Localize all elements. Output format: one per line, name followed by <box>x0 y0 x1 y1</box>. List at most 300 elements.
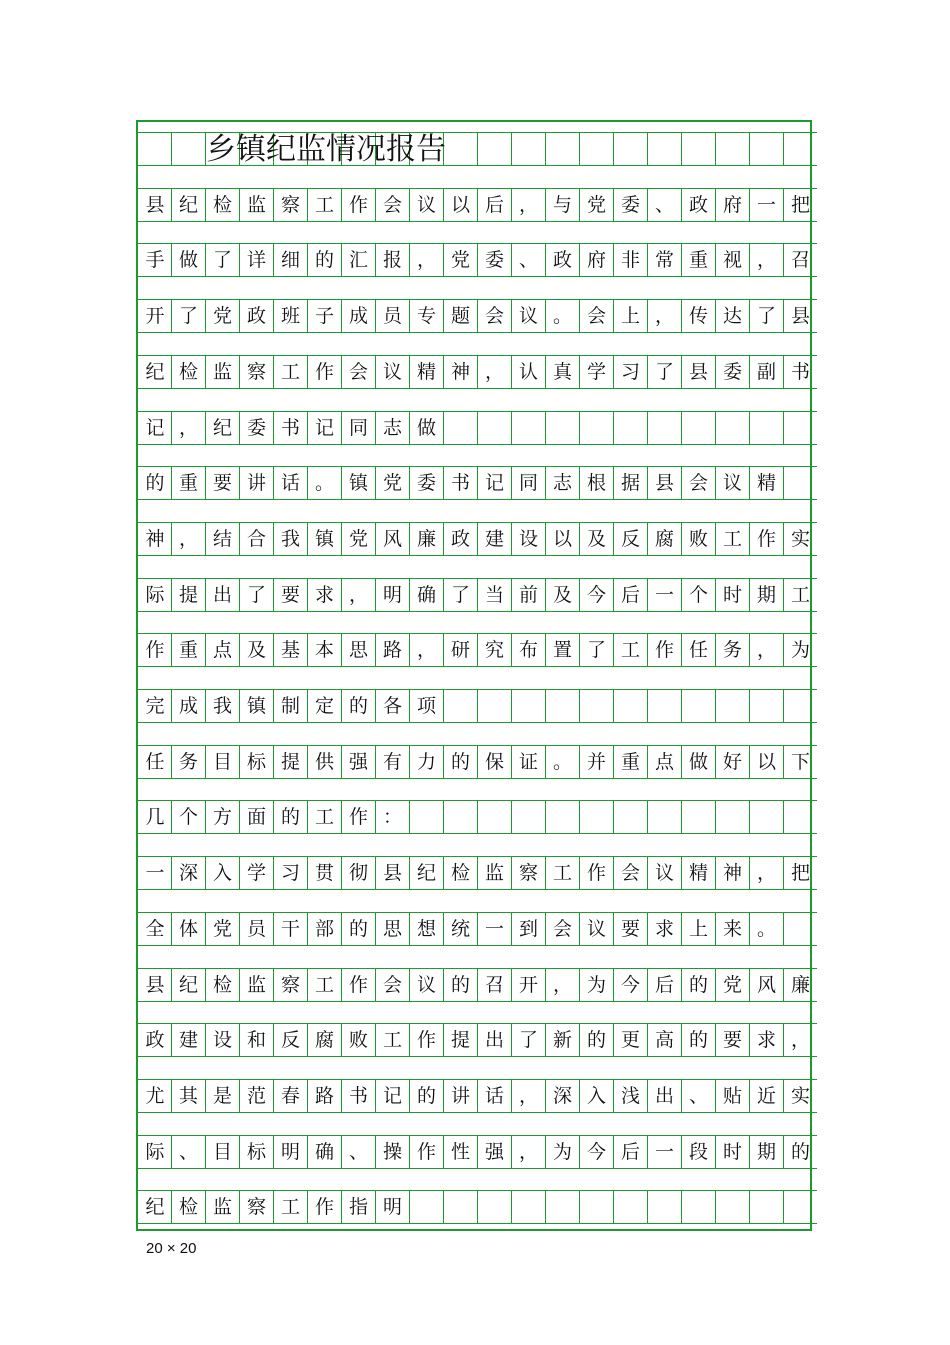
grid-cell: 议 <box>511 299 545 333</box>
grid-cell: 一 <box>647 1135 681 1169</box>
grid-cell <box>171 132 205 166</box>
grid-cell: 个 <box>171 800 205 834</box>
grid-cell: 和 <box>239 1023 273 1057</box>
grid-cell: 神 <box>138 522 172 556</box>
grid-cell: 为 <box>579 968 613 1002</box>
grid-cell: 了 <box>579 633 613 667</box>
grid-cell: 书 <box>273 411 307 445</box>
grid-cell <box>749 1190 783 1224</box>
grid-cell <box>749 800 783 834</box>
grid-cell <box>715 800 749 834</box>
grid-cell: 详 <box>239 243 273 277</box>
grid-cell: 记 <box>307 411 341 445</box>
grid-cell: 检 <box>443 856 477 890</box>
grid-cell: 提 <box>273 745 307 779</box>
grid-cell: 与 <box>545 188 579 222</box>
grid-cell: 学 <box>239 856 273 890</box>
grid-cell: 作 <box>341 800 375 834</box>
grid-cell: ， <box>511 188 545 222</box>
grid-cell <box>545 1190 579 1224</box>
grid-cell: 深 <box>171 856 205 890</box>
grid-cell: 委 <box>239 411 273 445</box>
grid-cell <box>579 800 613 834</box>
grid-cell: 、 <box>681 1079 715 1113</box>
grid-cell: 学 <box>579 355 613 389</box>
grid-cell: 的 <box>341 689 375 723</box>
grid-cell: 检 <box>171 355 205 389</box>
grid-cell: ， <box>783 1023 817 1057</box>
grid-cell: 工 <box>783 578 817 612</box>
grid-cell: 记 <box>138 411 172 445</box>
grid-cell: 会 <box>477 299 511 333</box>
grid-cell <box>647 411 681 445</box>
grid-cell: 议 <box>647 856 681 890</box>
grid-cell: 的 <box>138 466 172 500</box>
grid-cell: 风 <box>749 968 783 1002</box>
grid-cell: 时 <box>715 1135 749 1169</box>
grid-cell: 。 <box>545 745 579 779</box>
grid-cell: 镇 <box>307 522 341 556</box>
grid-cell <box>681 132 715 166</box>
grid-cell: 了 <box>443 578 477 612</box>
grid-cell: 建 <box>171 1023 205 1057</box>
grid-cell <box>579 689 613 723</box>
grid-cell: 标 <box>239 745 273 779</box>
grid-cell: 作 <box>409 1135 443 1169</box>
grid-cell: 求 <box>307 578 341 612</box>
grid-cell: 更 <box>613 1023 647 1057</box>
grid-cell: 上 <box>681 912 715 946</box>
grid-cell: 实 <box>783 1079 817 1113</box>
grid-cell <box>783 800 817 834</box>
grid-cell: 反 <box>613 522 647 556</box>
grid-cell <box>579 1190 613 1224</box>
grid-cell: 的 <box>443 745 477 779</box>
grid-cell: 务 <box>171 745 205 779</box>
grid-cell: 工 <box>273 1190 307 1224</box>
text-line-row <box>138 856 814 890</box>
grid-cell: 神 <box>443 355 477 389</box>
text-line-row <box>138 745 814 779</box>
grid-cell <box>579 132 613 166</box>
grid-cell: 政 <box>239 299 273 333</box>
grid-cell: 时 <box>715 578 749 612</box>
grid-cell <box>613 132 647 166</box>
grid-cell: 证 <box>511 745 545 779</box>
grid-cell: 汇 <box>341 243 375 277</box>
grid-cell: 县 <box>681 355 715 389</box>
grid-cell: 议 <box>715 466 749 500</box>
grid-cell: 一 <box>647 578 681 612</box>
grid-cell: 讲 <box>239 466 273 500</box>
grid-cell: 员 <box>239 912 273 946</box>
grid-cell: 重 <box>171 466 205 500</box>
grid-cell <box>783 132 817 166</box>
grid-cell: 面 <box>239 800 273 834</box>
grid-cell: 务 <box>715 633 749 667</box>
grid-cell <box>681 1190 715 1224</box>
grid-cell: 腐 <box>647 522 681 556</box>
grid-cell: 入 <box>205 856 239 890</box>
grid-cell: 会 <box>613 856 647 890</box>
grid-cell: 设 <box>205 1023 239 1057</box>
grid-cell: 视 <box>715 243 749 277</box>
grid-cell: 党 <box>375 466 409 500</box>
grid-cell: 前 <box>511 578 545 612</box>
grid-cell <box>783 466 817 500</box>
grid-cell: 县 <box>375 856 409 890</box>
grid-cell: 精 <box>681 856 715 890</box>
grid-cell: 党 <box>205 299 239 333</box>
grid-cell <box>783 1190 817 1224</box>
grid-cell <box>579 411 613 445</box>
grid-cell <box>477 800 511 834</box>
grid-cell <box>715 411 749 445</box>
grid-cell: 精 <box>409 355 443 389</box>
text-line-row <box>138 633 814 667</box>
grid-cell: 各 <box>375 689 409 723</box>
grid-cell <box>545 689 579 723</box>
grid-cell <box>715 689 749 723</box>
grid-cell: 做 <box>171 243 205 277</box>
grid-cell: 及 <box>579 522 613 556</box>
grid-cell: ， <box>511 1135 545 1169</box>
grid-cell: 工 <box>715 522 749 556</box>
grid-cell: 全 <box>138 912 172 946</box>
grid-cell: 一 <box>138 856 172 890</box>
grid-cell: 点 <box>647 745 681 779</box>
grid-cell: 思 <box>341 633 375 667</box>
grid-cell: ， <box>749 243 783 277</box>
grid-cell: ， <box>545 968 579 1002</box>
grid-cell: 反 <box>273 1023 307 1057</box>
text-line-row <box>138 578 814 612</box>
text-line-row <box>138 522 814 556</box>
grid-cell: 会 <box>681 466 715 500</box>
grid-cell: 监 <box>239 968 273 1002</box>
grid-cell: 府 <box>715 188 749 222</box>
grid-cell: 为 <box>545 1135 579 1169</box>
text-line-row <box>138 1135 814 1169</box>
grid-cell: 工 <box>545 856 579 890</box>
grid-cell: 好 <box>715 745 749 779</box>
grid-cell <box>545 800 579 834</box>
grid-cell: 方 <box>205 800 239 834</box>
grid-cell: 成 <box>341 299 375 333</box>
grid-cell: 会 <box>579 299 613 333</box>
grid-cell: 子 <box>307 299 341 333</box>
grid-cell: 党 <box>579 188 613 222</box>
grid-cell: 的 <box>443 968 477 1002</box>
grid-cell: 工 <box>307 800 341 834</box>
grid-cell: 会 <box>545 912 579 946</box>
grid-cell: 纪 <box>138 355 172 389</box>
grid-cell: 工 <box>613 633 647 667</box>
grid-cell <box>783 912 817 946</box>
grid-cell: 结 <box>205 522 239 556</box>
grid-cell: 检 <box>205 968 239 1002</box>
document-title: 乡镇纪监情况报告 <box>206 132 446 167</box>
grid-cell: 提 <box>171 578 205 612</box>
grid-cell: 作 <box>307 355 341 389</box>
grid-cell: 重 <box>613 745 647 779</box>
grid-cell <box>477 1190 511 1224</box>
grid-size-label: 20 × 20 <box>146 1240 197 1257</box>
grid-cell: 检 <box>171 1190 205 1224</box>
grid-cell: 体 <box>171 912 205 946</box>
grid-cell: 做 <box>409 411 443 445</box>
grid-cell: 并 <box>579 745 613 779</box>
grid-cell: 出 <box>205 578 239 612</box>
grid-cell <box>613 411 647 445</box>
grid-cell <box>715 1190 749 1224</box>
grid-cell: 政 <box>545 243 579 277</box>
grid-cell: 际 <box>138 578 172 612</box>
grid-cell: 力 <box>409 745 443 779</box>
grid-cell: 召 <box>477 968 511 1002</box>
grid-cell <box>681 800 715 834</box>
grid-cell: 神 <box>715 856 749 890</box>
grid-cell: 工 <box>307 188 341 222</box>
text-line-row <box>138 1079 814 1113</box>
grid-cell: 标 <box>239 1135 273 1169</box>
grid-cell: 建 <box>477 522 511 556</box>
grid-cell: 的 <box>579 1023 613 1057</box>
grid-cell: 部 <box>307 912 341 946</box>
grid-cell: 定 <box>307 689 341 723</box>
grid-cell: 政 <box>138 1023 172 1057</box>
grid-cell: 制 <box>273 689 307 723</box>
grid-cell: 确 <box>409 578 443 612</box>
grid-cell <box>477 411 511 445</box>
grid-cell: 根 <box>579 466 613 500</box>
grid-cell: 任 <box>681 633 715 667</box>
grid-cell: 设 <box>511 522 545 556</box>
grid-cell: 廉 <box>783 968 817 1002</box>
grid-cell <box>715 132 749 166</box>
grid-cell: 作 <box>647 633 681 667</box>
grid-cell <box>783 689 817 723</box>
grid-cell: 开 <box>138 299 172 333</box>
grid-cell: ， <box>171 522 205 556</box>
grid-cell: 几 <box>138 800 172 834</box>
grid-cell <box>681 689 715 723</box>
grid-cell: 议 <box>409 968 443 1002</box>
grid-cell <box>783 411 817 445</box>
grid-cell: 任 <box>138 745 172 779</box>
text-line-row <box>138 243 814 277</box>
grid-cell: 工 <box>273 355 307 389</box>
grid-cell: ， <box>511 1079 545 1113</box>
grid-cell <box>647 800 681 834</box>
grid-cell: 会 <box>341 355 375 389</box>
grid-cell: 话 <box>477 1079 511 1113</box>
grid-cell: ， <box>409 633 443 667</box>
grid-cell: 段 <box>681 1135 715 1169</box>
grid-cell <box>138 132 172 166</box>
grid-cell: 纪 <box>138 1190 172 1224</box>
grid-cell: 记 <box>477 466 511 500</box>
grid-cell: 贯 <box>307 856 341 890</box>
grid-cell <box>749 689 783 723</box>
grid-cell: 议 <box>579 912 613 946</box>
grid-cell: 要 <box>715 1023 749 1057</box>
grid-cell: 有 <box>375 745 409 779</box>
grid-cell: 的 <box>307 243 341 277</box>
grid-cell: 工 <box>307 968 341 1002</box>
grid-cell: 成 <box>171 689 205 723</box>
grid-cell: 统 <box>443 912 477 946</box>
grid-cell: 镇 <box>239 689 273 723</box>
grid-cell: 及 <box>239 633 273 667</box>
grid-cell: 县 <box>138 188 172 222</box>
manuscript-grid-sheet <box>136 120 812 1231</box>
grid-cell: 究 <box>477 633 511 667</box>
grid-cell: 监 <box>239 188 273 222</box>
grid-cell: 书 <box>341 1079 375 1113</box>
grid-cell: 出 <box>647 1079 681 1113</box>
grid-cell: 作 <box>341 968 375 1002</box>
grid-cell: 求 <box>647 912 681 946</box>
grid-cell: 作 <box>579 856 613 890</box>
grid-cell: 路 <box>307 1079 341 1113</box>
grid-cell: 常 <box>647 243 681 277</box>
text-line-row <box>138 1023 814 1057</box>
grid-cell <box>749 132 783 166</box>
grid-cell: 真 <box>545 355 579 389</box>
grid-cell: 新 <box>545 1023 579 1057</box>
grid-cell: 确 <box>307 1135 341 1169</box>
grid-cell: 监 <box>477 856 511 890</box>
grid-cell: 今 <box>613 968 647 1002</box>
grid-cell: 布 <box>511 633 545 667</box>
grid-cell: 纪 <box>171 968 205 1002</box>
grid-cell: 保 <box>477 745 511 779</box>
grid-cell: 工 <box>375 1023 409 1057</box>
grid-cell: 供 <box>307 745 341 779</box>
grid-cell: 尤 <box>138 1079 172 1113</box>
grid-cell: 。 <box>749 912 783 946</box>
grid-cell: 、 <box>647 188 681 222</box>
grid-cell: 性 <box>443 1135 477 1169</box>
grid-cell: 本 <box>307 633 341 667</box>
grid-cell: 委 <box>715 355 749 389</box>
grid-cell: 副 <box>749 355 783 389</box>
grid-cell: 书 <box>443 466 477 500</box>
grid-cell: ， <box>171 411 205 445</box>
grid-cell: 精 <box>749 466 783 500</box>
grid-cell: 上 <box>613 299 647 333</box>
grid-cell: 后 <box>647 968 681 1002</box>
text-line-row <box>138 411 814 445</box>
grid-cell: 出 <box>477 1023 511 1057</box>
grid-cell <box>511 689 545 723</box>
grid-cell: 开 <box>511 968 545 1002</box>
grid-cell: 、 <box>511 243 545 277</box>
grid-cell: 镇 <box>341 466 375 500</box>
grid-cell: 及 <box>545 578 579 612</box>
grid-cell <box>511 1190 545 1224</box>
grid-cell: 细 <box>273 243 307 277</box>
grid-cell: 把 <box>783 856 817 890</box>
grid-cell: 党 <box>341 522 375 556</box>
grid-cell <box>511 800 545 834</box>
grid-cell: 的 <box>681 968 715 1002</box>
grid-cell <box>647 1190 681 1224</box>
grid-cell: 以 <box>545 522 579 556</box>
grid-cell: 了 <box>205 243 239 277</box>
grid-cell: 话 <box>273 466 307 500</box>
grid-cell: 监 <box>205 355 239 389</box>
grid-cell: 讲 <box>443 1079 477 1113</box>
grid-cell: 县 <box>138 968 172 1002</box>
grid-cell: 、 <box>341 1135 375 1169</box>
grid-cell <box>477 132 511 166</box>
grid-cell: ， <box>749 633 783 667</box>
grid-cell: 入 <box>579 1079 613 1113</box>
grid-cell: 、 <box>171 1135 205 1169</box>
grid-cell: 范 <box>239 1079 273 1113</box>
grid-cell: 要 <box>205 466 239 500</box>
grid-cell: 纪 <box>205 411 239 445</box>
grid-cell <box>545 411 579 445</box>
grid-cell: 操 <box>375 1135 409 1169</box>
grid-cell: 的 <box>409 1079 443 1113</box>
grid-cell: 。 <box>545 299 579 333</box>
grid-cell: 置 <box>545 633 579 667</box>
grid-cell: 春 <box>273 1079 307 1113</box>
grid-cell <box>443 1190 477 1224</box>
grid-cell <box>613 800 647 834</box>
grid-cell: 以 <box>443 188 477 222</box>
grid-cell: 察 <box>273 968 307 1002</box>
grid-cell: 当 <box>477 578 511 612</box>
grid-cell: 题 <box>443 299 477 333</box>
grid-cell: 习 <box>273 856 307 890</box>
grid-cell: 志 <box>545 466 579 500</box>
grid-cell: 败 <box>341 1023 375 1057</box>
grid-cell: 纪 <box>409 856 443 890</box>
grid-cell: 合 <box>239 522 273 556</box>
grid-cell <box>647 689 681 723</box>
grid-cell: 的 <box>681 1023 715 1057</box>
grid-cell: 了 <box>239 578 273 612</box>
grid-cell: 作 <box>341 188 375 222</box>
text-line-row <box>138 466 814 500</box>
grid-cell: 召 <box>783 243 817 277</box>
grid-cell: 察 <box>239 1190 273 1224</box>
grid-cell: 的 <box>273 800 307 834</box>
text-line-row <box>138 968 814 1002</box>
grid-cell: 把 <box>783 188 817 222</box>
grid-cell: 后 <box>613 1135 647 1169</box>
grid-cell: 非 <box>613 243 647 277</box>
grid-cell <box>749 411 783 445</box>
grid-cell: 个 <box>681 578 715 612</box>
text-line-row <box>138 689 814 723</box>
grid-cell: 书 <box>783 355 817 389</box>
grid-cell: 做 <box>681 745 715 779</box>
grid-cell: 风 <box>375 522 409 556</box>
text-line-row <box>138 299 814 333</box>
text-line-row <box>138 355 814 389</box>
grid-cell: 彻 <box>341 856 375 890</box>
grid-cell <box>443 689 477 723</box>
grid-cell <box>613 1190 647 1224</box>
grid-cell: 贴 <box>715 1079 749 1113</box>
grid-cell: 后 <box>613 578 647 612</box>
grid-cell: 其 <box>171 1079 205 1113</box>
